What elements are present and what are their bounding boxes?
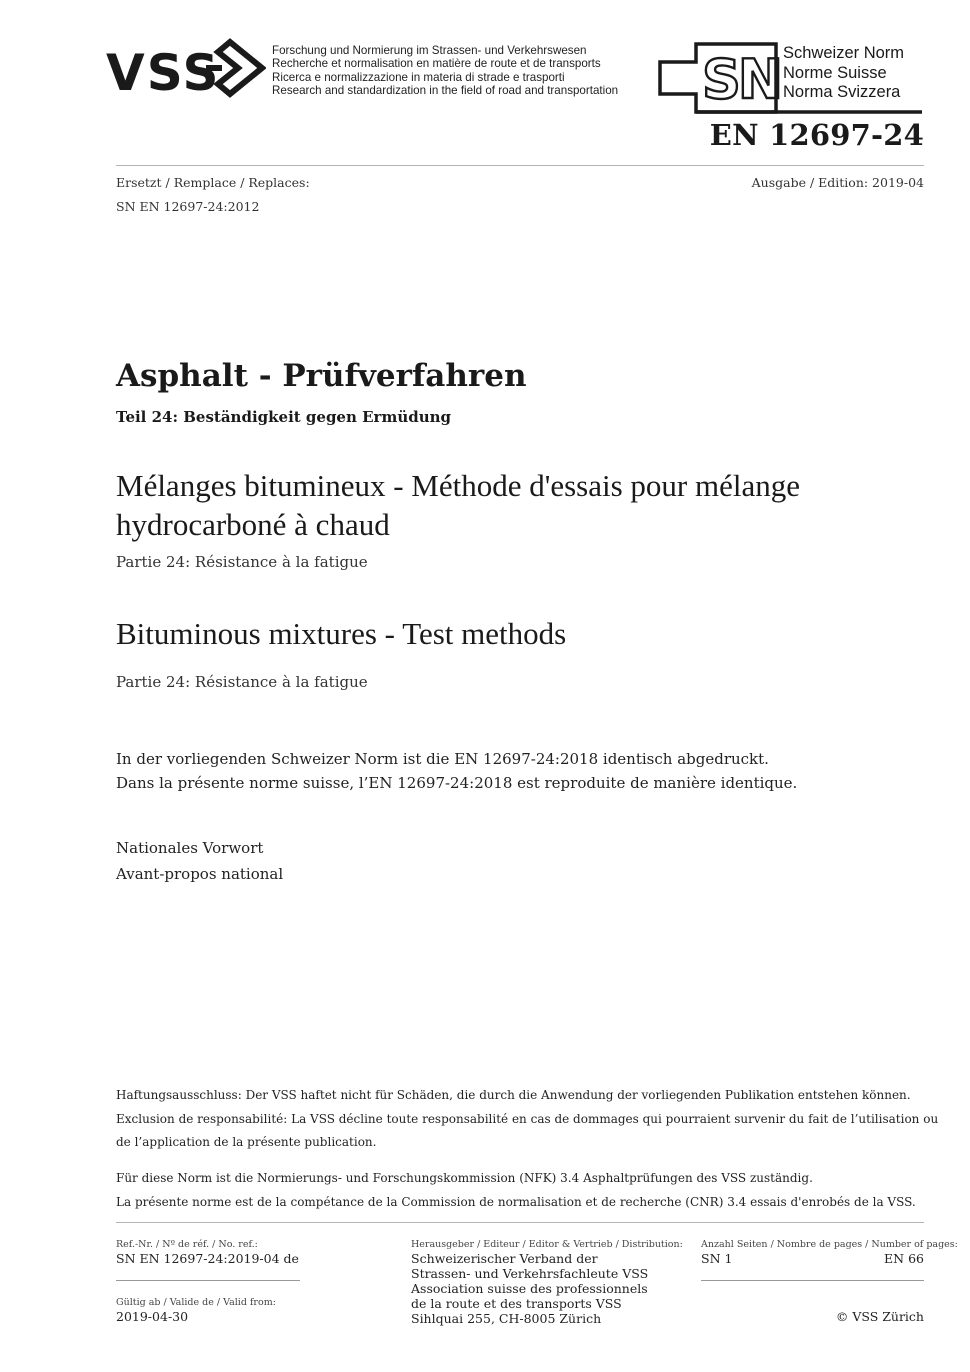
- disclaimer-de: Haftungsausschluss: Der VSS haftet nicht für Schäden, die durch die Anwendung der vorliegenden Publikation entstehen können.: [116, 1088, 911, 1102]
- disclaimer-fr-line1: Exclusion de responsabilité: La VSS décline toute responsabilité en cas de dommages qui pourraient survenir du fait de l’utilisation ou: [116, 1112, 939, 1126]
- identical-statement-de: In der vorliegenden Schweizer Norm ist die EN 12697-24:2018 identisch abgedruckt.: [116, 750, 769, 768]
- title-de: Asphalt - Prüfverfahren: [116, 358, 527, 394]
- subtitle-en: Partie 24: Résistance à la fatigue: [116, 673, 368, 691]
- title-fr: Mélanges bitumineux - Méthode d'essais pour mélange hydrocarboné à chaud: [116, 468, 800, 542]
- valid-label: Gültig ab / Valide de / Valid from:: [116, 1297, 276, 1308]
- sn-label-it: Norma Svizzera: [783, 83, 901, 101]
- pages-label: Anzahl Seiten / Nombre de pages / Number of pages:: [701, 1239, 958, 1250]
- pages-divider: [701, 1280, 924, 1281]
- tagline-de: Forschung und Normierung im Strassen- und Verkehrswesen: [272, 44, 587, 57]
- publisher-line: Association suisse des professionnels: [411, 1281, 648, 1296]
- tagline-fr: Recherche et normalisation en matière de route et de transports: [272, 57, 601, 71]
- document-number: EN 12697-24: [709, 118, 924, 152]
- copyright: © VSS Zürich: [835, 1309, 924, 1324]
- ref-value: SN EN 12697-24:2019-04 de: [116, 1251, 299, 1266]
- publisher-block: [411, 1251, 648, 1326]
- identical-statement-fr: Dans la présente norme suisse, l’EN 12697-24:2018 est reproduite de manière identique.: [116, 774, 798, 792]
- publisher-line: Strassen- und Verkehrsfachleute VSS: [411, 1266, 649, 1281]
- header-divider: [116, 165, 924, 166]
- vss-logo: [106, 38, 266, 102]
- replaces-label: Ersetzt / Remplace / Replaces:: [116, 175, 310, 190]
- tagline-en: Research and standardization in the field of road and transportation: [272, 83, 619, 97]
- valid-value: 2019-04-30: [116, 1309, 189, 1324]
- ref-divider: [116, 1280, 300, 1281]
- publisher-label: Herausgeber / Editeur / Editor & Vertrieb / Distribution:: [411, 1239, 683, 1250]
- vss-tagline: [272, 44, 618, 97]
- ref-label: Ref.-Nr. / Nº de réf. / No. ref.:: [116, 1239, 258, 1250]
- pages-en: EN 66: [884, 1251, 924, 1266]
- pages-sn: SN 1: [701, 1251, 733, 1266]
- sn-norm-label: [783, 44, 904, 103]
- tagline-it: Ricerca e normalizzazione in materia di strade e trasporti: [272, 70, 565, 84]
- title-en: Bituminous mixtures - Test methods: [116, 616, 567, 651]
- committee-de: Für diese Norm ist die Normierungs- und Forschungskommission (NFK) 3.4 Asphaltprüfungen des VSS zuständig.: [116, 1171, 813, 1185]
- footer-divider: [116, 1222, 924, 1223]
- svg-text:VSS: VSS: [106, 44, 221, 102]
- publisher-line: de la route et des transports VSS: [411, 1296, 622, 1311]
- publisher-line: Sihlquai 255, CH-8005 Zürich: [411, 1311, 602, 1326]
- foreword-de: Nationales Vorwort: [116, 839, 264, 857]
- edition: Ausgabe / Edition: 2019-04: [751, 175, 924, 190]
- svg-text:SN: SN: [702, 48, 781, 111]
- disclaimer-fr-line2: de l’application de la présente publication.: [116, 1135, 377, 1149]
- subtitle-fr: Partie 24: Résistance à la fatigue: [116, 553, 368, 571]
- subtitle-de: Teil 24: Beständigkeit gegen Ermüdung: [116, 408, 452, 426]
- replaces-value: SN EN 12697-24:2012: [116, 199, 260, 214]
- sn-label-fr: Norme Suisse: [783, 63, 887, 82]
- foreword-fr: Avant-propos national: [116, 865, 284, 883]
- publisher-line: Schweizerischer Verband der: [411, 1251, 598, 1266]
- committee-fr: La présente norme est de la compétance de la Commission de normalisation et de recherche (CNR) 3.4 essais d'enrobés de la VSS.: [116, 1195, 916, 1209]
- sn-label-de: Schweizer Norm: [783, 44, 905, 62]
